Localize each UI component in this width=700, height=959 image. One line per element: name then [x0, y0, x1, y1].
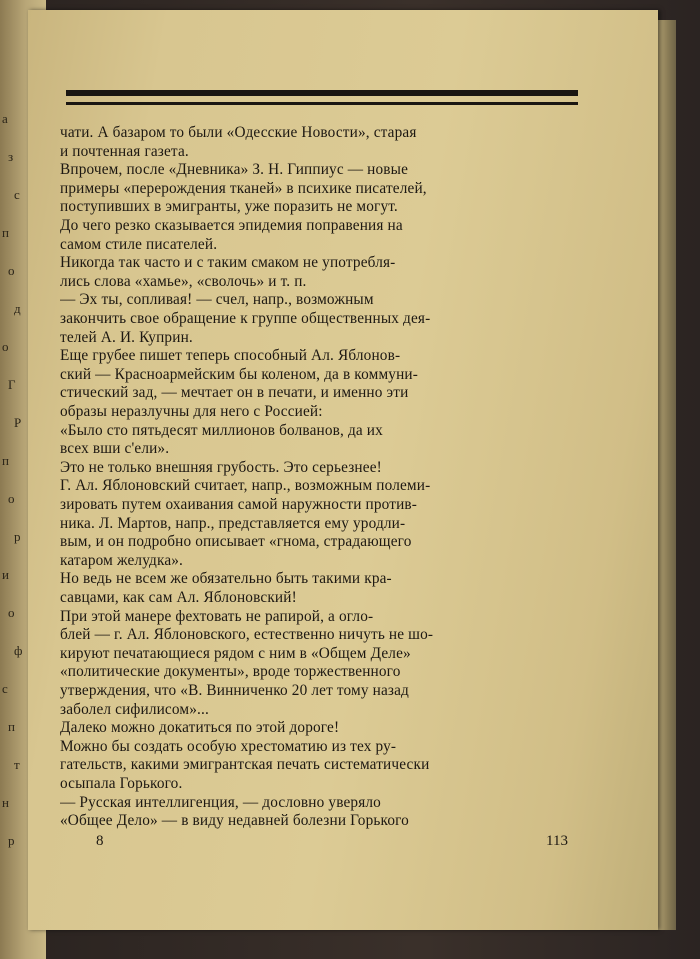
left-page-letter: р: [14, 529, 21, 544]
text-line: и почтенная газета.: [60, 142, 189, 160]
text-line: гательств, какими эмигрантская печать систематически: [60, 756, 430, 774]
text-line: Впрочем, после «Дневника» З. Н. Гиппиус — новые: [60, 161, 409, 179]
left-page-letter: с: [14, 187, 20, 202]
text-line: блей — г. Ал. Яблоновского, естественно ничуть не шо-: [60, 626, 434, 644]
text-line: вым, и он подробно описывает «гнома, страдающего: [60, 533, 412, 551]
book-page: [28, 10, 658, 930]
text-line: лись слова «хамье», «сволочь» и т. п.: [60, 272, 307, 290]
signature-mark: 8: [96, 833, 104, 849]
page-number: 113: [546, 833, 568, 849]
left-page-letter: п: [8, 719, 15, 734]
left-page-letter: о: [8, 605, 15, 620]
text-line: катаром желудка».: [60, 551, 184, 569]
text-line: самом стиле писателей.: [60, 235, 218, 253]
text-line: кируют печатающиеся рядом с ним в «Общем Деле»: [60, 644, 411, 662]
text-line: чати. А базаром то были «Одесские Новости», старая: [60, 124, 417, 141]
text-line: — Эх ты, сопливая! — счел, напр., возможным: [60, 291, 374, 309]
left-page-letter: ф: [14, 643, 23, 658]
text-line: «политические документы», вроде торжественного: [60, 663, 401, 681]
text-line: савцами, как сам Ал. Яблоновский!: [60, 589, 297, 606]
text-line: стический зад, — мечтает он в печати, и именно эти: [60, 384, 409, 402]
text-line: поступивших в эмигранты, уже поразить не могут.: [60, 198, 398, 216]
left-page-letter: р: [8, 833, 15, 848]
left-page-letter: з: [8, 149, 14, 164]
text-line: закончить свое обращение к группе общественных дея-: [60, 310, 431, 327]
left-page-letter: и: [2, 567, 9, 582]
left-page-letter: о: [2, 339, 9, 354]
header-rule-thick: [66, 90, 578, 96]
text-line: Можно бы создать особую хрестоматию из тех ру-: [60, 737, 397, 755]
text-line: образы неразлучны для него с Россией:: [60, 403, 323, 420]
text-line: «Общее Дело» — в виду недавней болезни Горького: [60, 812, 409, 830]
text-line: «Было сто пятьдесят миллионов болванов, да их: [60, 421, 383, 439]
text-line: всех вши с'ели».: [60, 440, 170, 458]
left-page-letter: Г: [8, 377, 16, 392]
left-page-letter: а: [2, 111, 8, 126]
text-line: Еще грубее пишет теперь способный Ал. Яблонов-: [60, 347, 401, 365]
text-line: заболел сифилисом»...: [60, 700, 209, 718]
text-line: Это не только внешняя грубость. Это серьезнее!: [60, 458, 382, 476]
text-line: До чего резко сказывается эпидемия поправения на: [60, 217, 403, 234]
text-line: примеры «перерождения тканей» в психике писателей,: [60, 179, 427, 197]
text-line: зировать путем охаивания самой наружности против-: [60, 496, 418, 513]
text-line: Г. Ал. Яблоновский считает, напр., возможным полеми-: [60, 477, 431, 495]
text-line: Но ведь не всем же обязательно быть такими кра-: [60, 570, 392, 588]
text-line: Никогда так часто и с таким смаком не употребля-: [60, 254, 396, 272]
left-page-letter: о: [8, 263, 15, 278]
left-page-letter: Р: [14, 415, 22, 430]
text-line: осыпала Горького.: [60, 775, 183, 792]
left-page-letter: о: [8, 491, 15, 506]
text-line: — Русская интеллигенция, — дословно уверяло: [60, 793, 381, 811]
left-page-letter: т: [14, 757, 20, 772]
text-line: При этой манере фехтовать не рапирой, а огло-: [60, 607, 374, 625]
text-line: утверждения, что «В. Винниченко 20 лет тому назад: [60, 682, 409, 699]
left-page-letter: п: [2, 225, 9, 240]
left-page-letter: н: [2, 795, 9, 810]
page-edge: [658, 20, 676, 930]
text-line: ника. Л. Мартов, напр., представляется ему уродли-: [60, 514, 406, 532]
left-page-letter: д: [14, 301, 21, 316]
header-rule-thin: [66, 102, 578, 105]
text-line: Далеко можно докатиться по этой дороге!: [60, 719, 340, 737]
text-line: телей А. И. Куприн.: [60, 328, 193, 346]
left-page-letter: с: [2, 681, 8, 696]
text-line: ский — Красноармейским бы коленом, да в коммуни-: [60, 365, 418, 383]
left-page-letter: п: [2, 453, 9, 468]
